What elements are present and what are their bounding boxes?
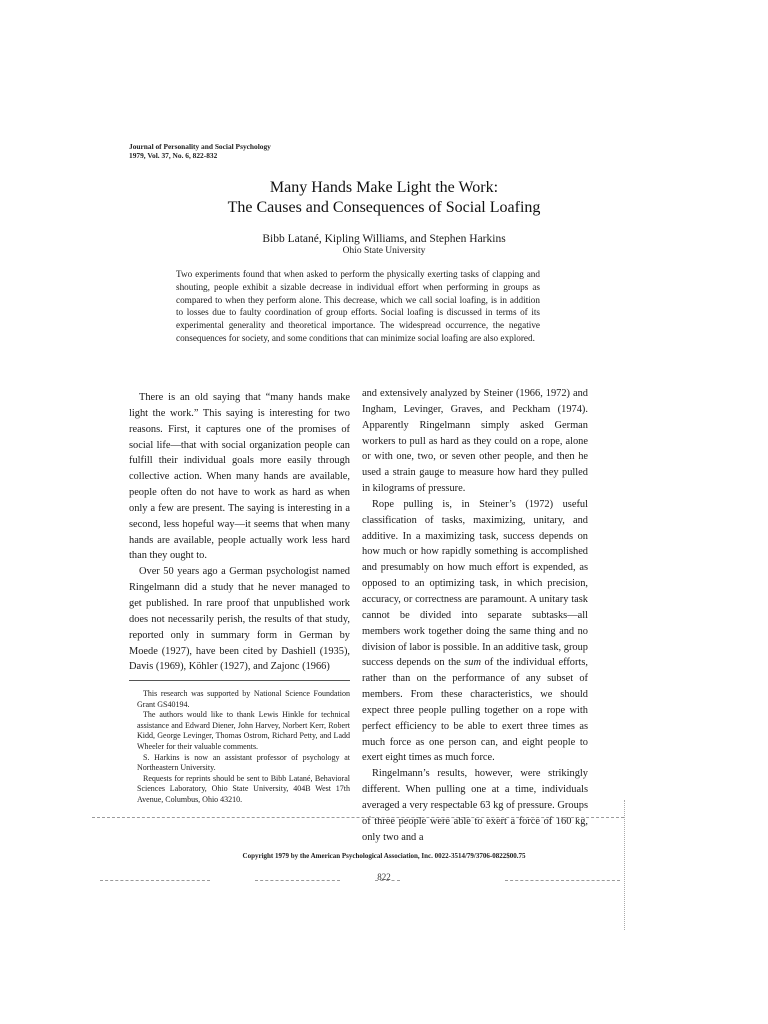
footnote: Requests for reprints should be sent to Bibb Latané, Behavioral Sciences Laboratory, Ohio State University, 404B West 17th Avenue, Columbus, Ohio 43210. [137,773,350,804]
journal-name: Journal of Personality and Social Psychology [129,142,271,151]
footnote: The authors would like to thank Lewis Hinkle for technical assistance and Edward Diener, John Harvey, Norbert Kerr, Robert Kidd, George Levinger, Thomas Ostrom, Richard Petty, and Ladd Wheeler for their valuable comments. [137,710,350,751]
title-line-1: Many Hands Make Light the Work: [269,179,499,196]
footnote: This research was supported by National Science Foundation Grant GS40194. [137,689,350,709]
paragraph-text: Rope pulling is, in Steiner’s (1972) useful classification of tasks, maximizing, unitary, and additive. In a maximizing task, success depends on how much or how rapidly something is accomplished and presumably on how much effort is expended, as opposed to an optimizing task, in which precision, accuracy, or correctness are paramount. A unitary task cannot be divided into separate subtasks—all members work together doing the same thing and no division of labor is possible. In an additive task, group success depends on the [362,498,588,669]
footnote: S. Harkins is now an assistant professor of psychology at Northeastern University. [137,752,350,773]
body-paragraph [362,497,588,766]
abstract [176,268,540,345]
scan-artifact-line [255,880,340,881]
footnote-divider [129,680,350,681]
page-number: 822 [377,872,391,882]
scan-artifact-line [100,880,210,881]
body-column-left [129,390,350,675]
affiliation: Ohio State University [342,246,426,256]
body-paragraph: There is an old saying that “many hands make light the work.” This saying is interesting for two reasons. First, it captures one of the promises of social life—that with social organization people can fulfill their individual goals more easily through collective action. When many hands are available, people often do not have to work as hard as when only a few are present. The saying is interesting in a second, less hopeful way—it seems that when many hands are available, people actually work less hard than they ought to. [129,392,350,562]
abstract-text: Two experiments found that when asked to perform the physically exerting tasks of clapping and shouting, people exhibit a sizable decrease in individual effort when performing in groups as compared to when they perform alone. This decrease, which we call social loafing, is in addition to losses due to faulty coordination of group efforts. Social loafing is discussed in terms of its experimental generality and theoretical importance. The widespread occurrence, the negative consequences for society, and some conditions that can minimize social loafing are also explored. [176,269,540,343]
body-paragraph: Over 50 years ago a German psychologist named Ringelmann did a study that he never managed to get published. In rare proof that unpublished work does not necessarily perish, the results of that study, reported only in summary form in German by Moede (1927), have been cited by Dashiell (1935), Davis (1969), Köhler (1927), and Zajonc (1966) [129,566,350,673]
title-line-2: The Causes and Consequences of Social Loafing [227,199,541,216]
journal-citation: 1979, Vol. 37, No. 6, 822-832 [129,150,218,160]
body-paragraph-continued: and extensively analyzed by Steiner (1966, 1972) and Ingham, Levinger, Graves, and Peckham (1974). Apparently Ringelmann simply asked German workers to pull as hard as they could on a rope, alone or with one, two, or seven other people, and then he used a strain gauge to measure how hard they pulled in kilograms of pressure. [362,388,588,495]
paper-title [100,178,668,218]
paragraph-text: of the individual efforts, rather than on the performance of any subset of members. From these characteristics, we should expect three people pulling together on a rope with perfect efficiency to be able to exert three times as much force as one person can, and eight people to exert eight times as much force. [362,657,588,764]
scan-artifact-line [375,880,400,881]
scan-artifact-edge [624,800,625,930]
scan-artifact-line [92,817,624,818]
body-paragraph: Ringelmann’s results, however, were strikingly different. When pulling one at a time, individuals averaged a very respectable 63 kg of pressure. Groups of three people were able to exert a force of 160 kg, only two and a [362,768,588,843]
author-list: Bibb Latané, Kipling Williams, and Stephen Harkins [262,233,506,245]
emphasized-word: sum [464,657,482,669]
footnotes [137,689,350,806]
scan-artifact-line [505,880,620,881]
copyright-notice: Copyright 1979 by the American Psychological Association, Inc. 0022-3514/79/3706-0822$00.75 [242,852,526,860]
body-column-right [362,386,588,845]
journal-header [129,143,271,160]
